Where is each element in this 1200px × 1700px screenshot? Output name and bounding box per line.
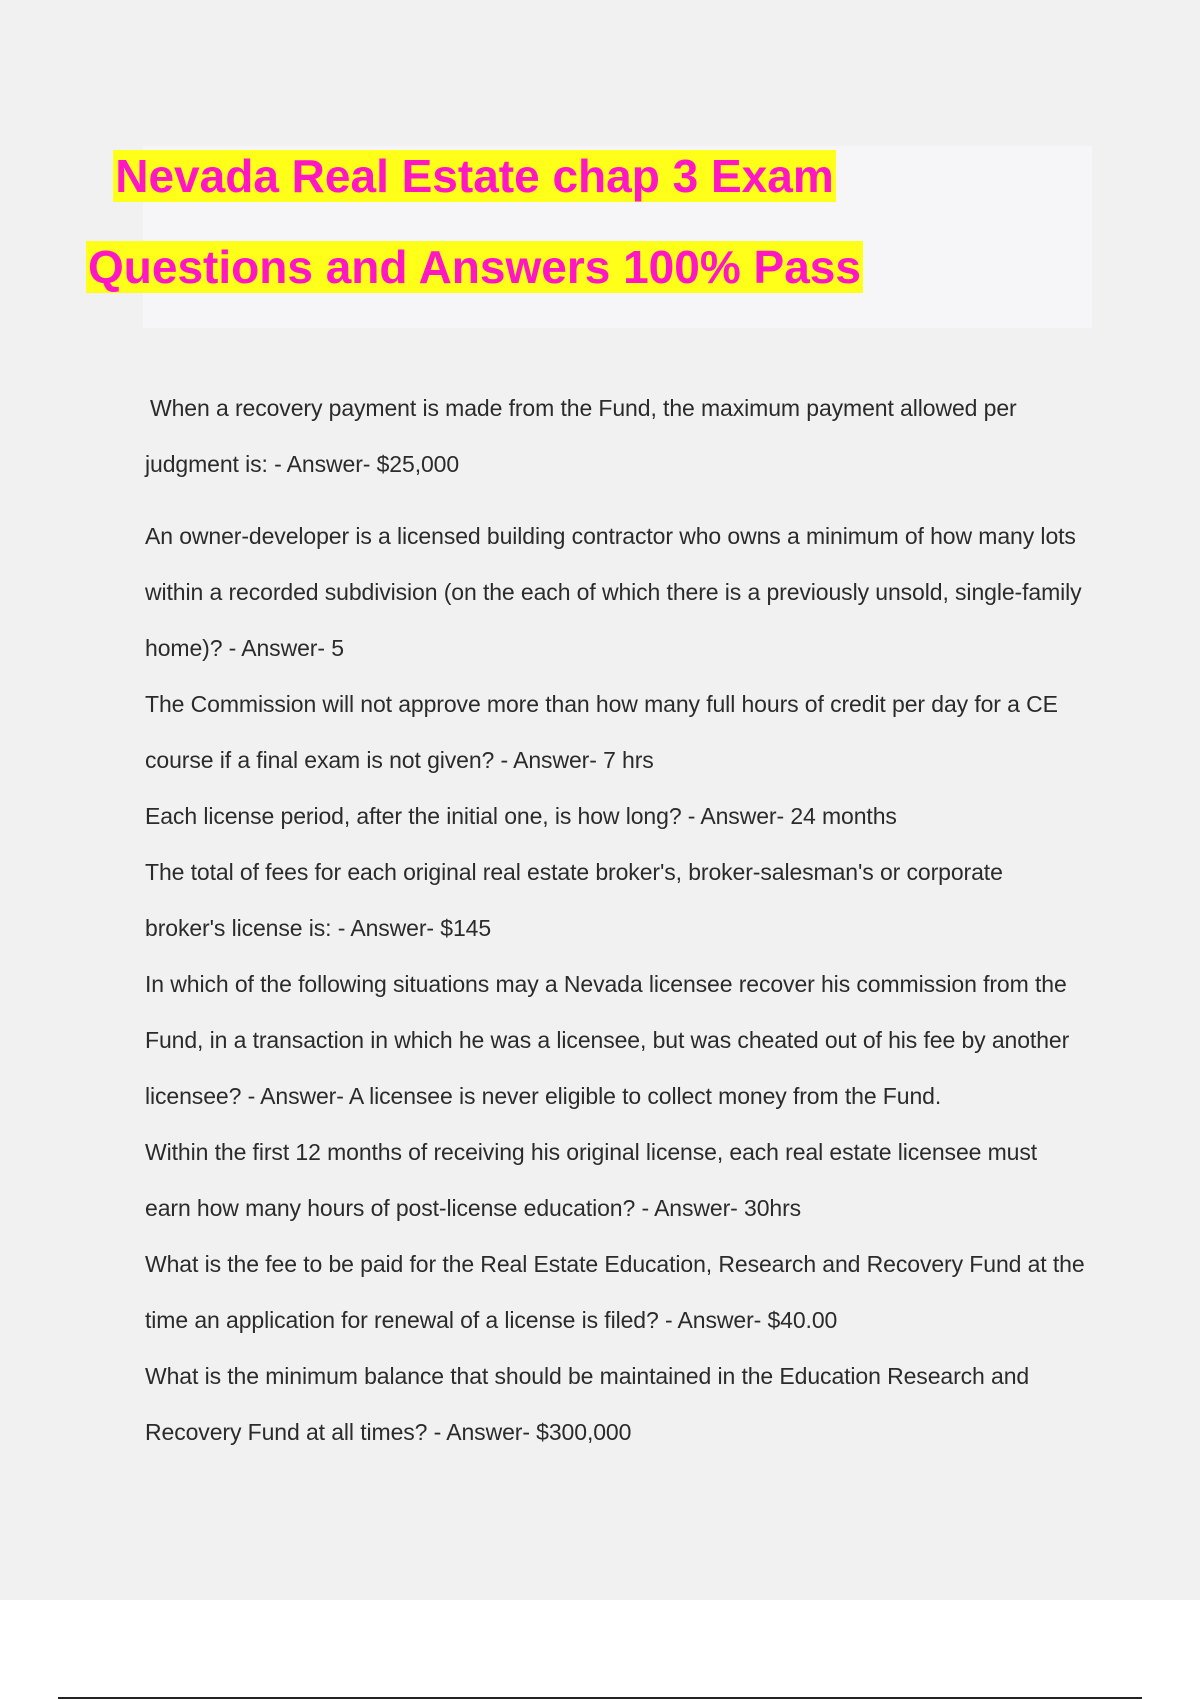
qa-item: An owner-developer is a licensed building contractor who owns a minimum of how many lots within a recorded subdivision (on the each of which there is a previously unsold, single-family home)? - Answer- 5 — [145, 523, 1082, 661]
qa-item: The Commission will not approve more than how many full hours of credit per day for a CE course if a final exam is not given? - Answer- 7 hrs — [145, 691, 1058, 773]
qa-item: What is the fee to be paid for the Real Estate Education, Research and Recovery Fund at the time an application for renewal of a license is filed? - Answer- $40.00 — [145, 1251, 1085, 1333]
qa-item: The total of fees for each original real estate broker's, broker-salesman's or corporate broker's license is: - Answer- $145 — [145, 859, 1003, 941]
qa-item: What is the minimum balance that should be maintained in the Education Research and Recovery Fund at all times? - Answer- $300,000 — [145, 1363, 1030, 1445]
title-highlight-2: Questions and Answers 100% Pass — [88, 241, 861, 293]
title-highlight-1: Nevada Real Estate chap 3 Exam — [115, 150, 834, 202]
qa-item: Each license period, after the initial one, is how long? - Answer- 24 months — [145, 803, 897, 829]
document-title-line-1 — [0, 146, 949, 206]
qa-list — [145, 380, 1085, 1460]
qa-item: In which of the following situations may a Nevada licensee recover his commission from the Fund, in a transaction in which he was a licensee, but was cheated out of his fee by another licensee? - Answer- A licensee is never eligible to collect money from the Fund. — [145, 971, 1070, 1109]
qa-item: Within the first 12 months of receiving his original license, each real estate licensee must earn how many hours of post-license education? - Answer- 30hrs — [145, 1139, 1038, 1221]
footer-rule — [58, 1697, 1142, 1699]
document-title-line-2 — [0, 237, 949, 297]
qa-item: When a recovery payment is made from the Fund, the maximum payment allowed per judgment is: - Answer- $25,000 — [145, 395, 1017, 477]
